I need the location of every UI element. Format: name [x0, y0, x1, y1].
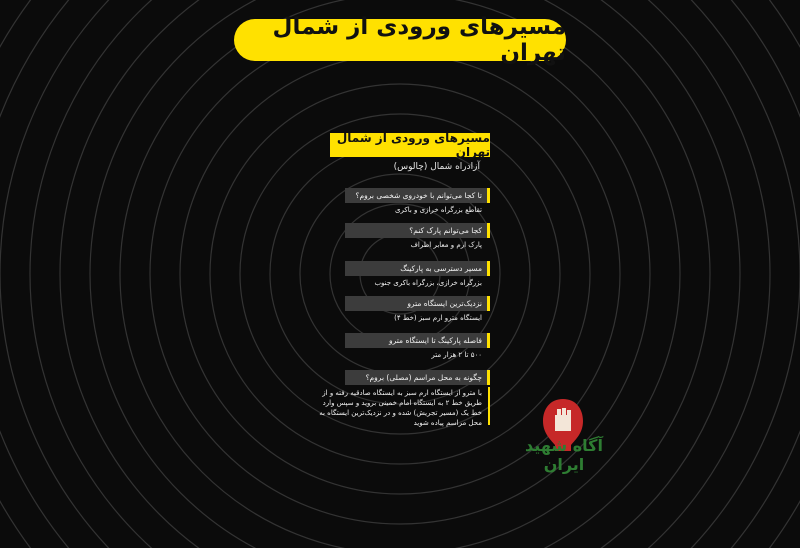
list-item — [318, 223, 490, 249]
info-panel — [318, 133, 490, 428]
answer-text: بزرگراه خرازی، بزرگراه باکری جنوب — [374, 279, 482, 287]
question-label: تا کجا می‌توانم با خودروی شخصی بروم؟ — [345, 188, 490, 203]
answer-text: ایستگاه مترو ارم سبز (خط ۴) — [394, 314, 482, 322]
panel-title-text: مسیرهای ورودی از شمال تهران — [336, 131, 490, 159]
question-label: نزدیک‌ترین ایستگاه مترو — [345, 296, 490, 311]
list-item — [318, 296, 490, 322]
page-title — [234, 14, 566, 66]
question-label: چگونه به محل مراسم (مصلی) بروم؟ — [345, 370, 490, 385]
accent-line — [488, 387, 490, 425]
question-label: فاصله پارکینگ تا ایستگاه مترو — [345, 333, 490, 348]
list-item — [318, 188, 490, 214]
list-item — [318, 261, 490, 287]
page-title-text: مسیرهای ورودی از شمال تهران — [272, 14, 566, 66]
answer-text: با مترو از ایستگاه ارم سبز به ایستگاه صادقیه رفته و از طریق خط ۲ به ایستگاه امام خمینی بروید و سپس وارد خط یک (مسیر تجریش) شده و در نزدیک‌ترین ایستگاه به محل مراسم پیاده شوید — [319, 389, 482, 427]
answer-text: تقاطع بزرگراه خرازی و باکری — [395, 206, 482, 214]
answer-text: پارک ارم و معابر اطراف — [410, 241, 482, 249]
panel-subtitle: آزادراه شمال (چالوس) — [393, 162, 480, 172]
question-label: کجا می‌توانم پارک کنم؟ — [345, 223, 490, 238]
logo-text: آگاه شهید ایران — [525, 436, 603, 474]
list-item — [318, 333, 490, 359]
panel-title — [330, 133, 490, 157]
list-item — [318, 370, 490, 428]
answer-text: ۵۰۰ تا ۲ هزار متر — [431, 351, 482, 359]
question-label: مسیر دسترسی به پارکینگ — [345, 261, 490, 276]
